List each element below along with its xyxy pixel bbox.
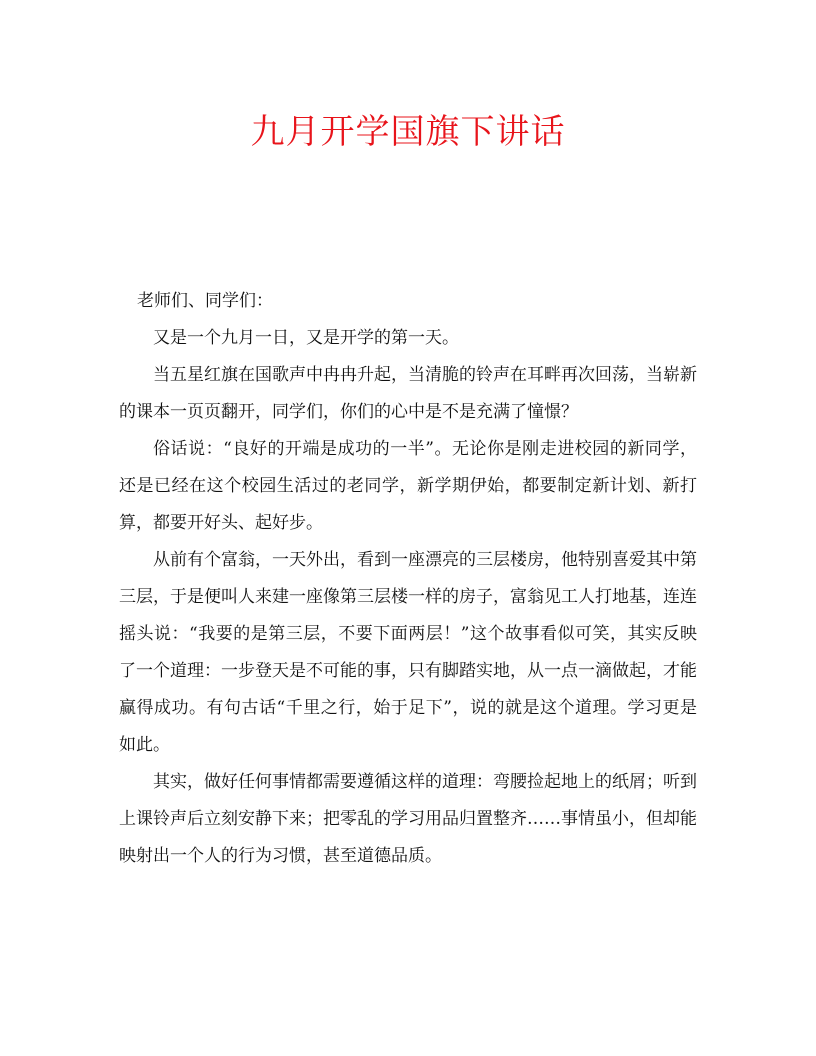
paragraph-1: 又是一个九月一日，又是开学的第一天。	[153, 328, 459, 348]
paragraph-3: 俗话说：“良好的开端是成功的一半”。无论你是刚走进校园的新同学，还是已经在这个校园生活过的老同学，新学期伊始，都要制定新计划、新打算，都要开好头、起好步。	[119, 439, 697, 533]
document-title: 九月开学国旗下讲话	[250, 112, 566, 152]
document-body	[119, 283, 697, 875]
paragraph-4: 从前有个富翁，一天外出，看到一座漂亮的三层楼房，他特别喜爱其中第三层，于是便叫人来建一座像第三层楼一样的房子，富翁见工人打地基，连连摇头说：“我要的是第三层，不要下面两层！”这个故事看似可笑，其实反映了一个道理：一步登天是不可能的事，只有脚踏实地，从一点一滴做起，才能赢得成功。有句古话“千里之行，始于足下”，说的就是这个道理。学习更是如此。	[119, 550, 697, 755]
paragraph-2: 当五星红旗在国歌声中冉冉升起，当清脆的铃声在耳畔再次回荡，当崭新的课本一页页翻开，同学们，你们的心中是不是充满了憧憬？	[119, 365, 697, 422]
salutation: 老师们、同学们：	[137, 291, 273, 311]
paragraph-5: 其实，做好任何事情都需要遵循这样的道理：弯腰捡起地上的纸屑；听到上课铃声后立刻安静下来；把零乱的学习用品归置整齐……事情虽小，但却能映射出一个人的行为习惯，甚至道德品质。	[119, 772, 697, 866]
